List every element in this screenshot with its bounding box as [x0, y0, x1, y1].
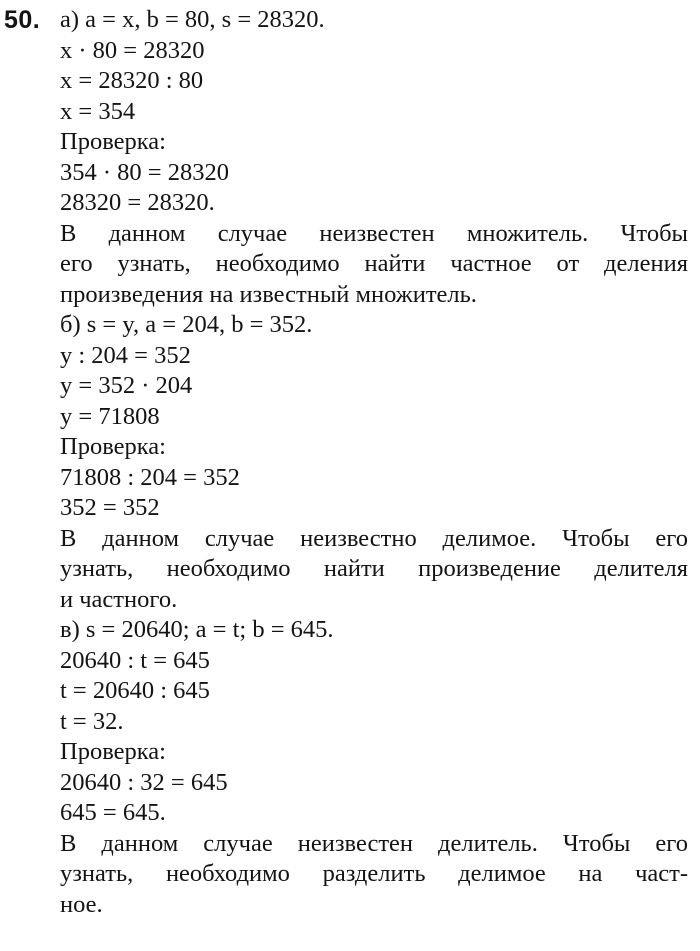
- part-c-explanation-line-1: В данном случае неизвестен делитель. Чтобы его: [60, 829, 688, 857]
- part-b-check-result: 352 = 352: [60, 494, 160, 521]
- part-a-check-calc: 354 · 80 = 28320: [60, 158, 229, 186]
- part-c-check-heading: Проверка:: [60, 738, 166, 765]
- part-b-explanation-line-2: узнать, необходимо найти произведение делителя: [60, 555, 688, 582]
- part-b-explanation-line-3: и частного.: [60, 585, 178, 613]
- part-c-step: t = 20640 : 645: [60, 677, 210, 704]
- part-c-check-calc: 20640 : 32 = 645: [60, 768, 228, 796]
- part-a-step: x = 28320 : 80: [60, 67, 204, 94]
- part-b-check-calc: 71808 : 204 = 352: [60, 463, 240, 491]
- part-c-condition: в) s = 20640; a = t; b = 645.: [60, 616, 334, 643]
- part-c-check-result: 645 = 645.: [60, 799, 166, 826]
- part-b-equation: y : 204 = 352: [60, 341, 191, 369]
- part-a-equation: x · 80 = 28320: [60, 36, 205, 64]
- part-b-answer: y = 71808: [60, 402, 160, 430]
- part-b-explanation-line-1: В данном случае неизвестно делимое. Чтобы его: [60, 524, 688, 552]
- part-b-step: y = 352 · 204: [60, 372, 193, 399]
- solution-body: [60, 5, 688, 920]
- part-a-check-result: 28320 = 28320.: [60, 189, 215, 216]
- part-a-explanation-line-3: произведения на известный множитель.: [60, 280, 477, 308]
- part-a-explanation-line-1: В данном случае неизвестен множитель. Чтобы: [60, 219, 688, 247]
- part-c-explanation-line-3: ное.: [60, 890, 103, 918]
- part-a-condition: а) a = x, b = 80, s = 28320.: [60, 6, 325, 33]
- part-c-explanation-line-2: узнать, необходимо разделить делимое на част-: [60, 860, 688, 887]
- part-b-condition: б) s = y, a = 204, b = 352.: [60, 311, 313, 338]
- part-c-equation: 20640 : t = 645: [60, 646, 210, 674]
- part-a-answer: x = 354: [60, 97, 136, 125]
- part-a-explanation-line-2: его узнать, необходимо найти частное от деления: [60, 250, 688, 277]
- part-a-check-heading: Проверка:: [60, 128, 166, 155]
- part-c-answer: t = 32.: [60, 707, 124, 735]
- problem-number: 50.: [4, 6, 41, 34]
- part-b-check-heading: Проверка:: [60, 433, 166, 460]
